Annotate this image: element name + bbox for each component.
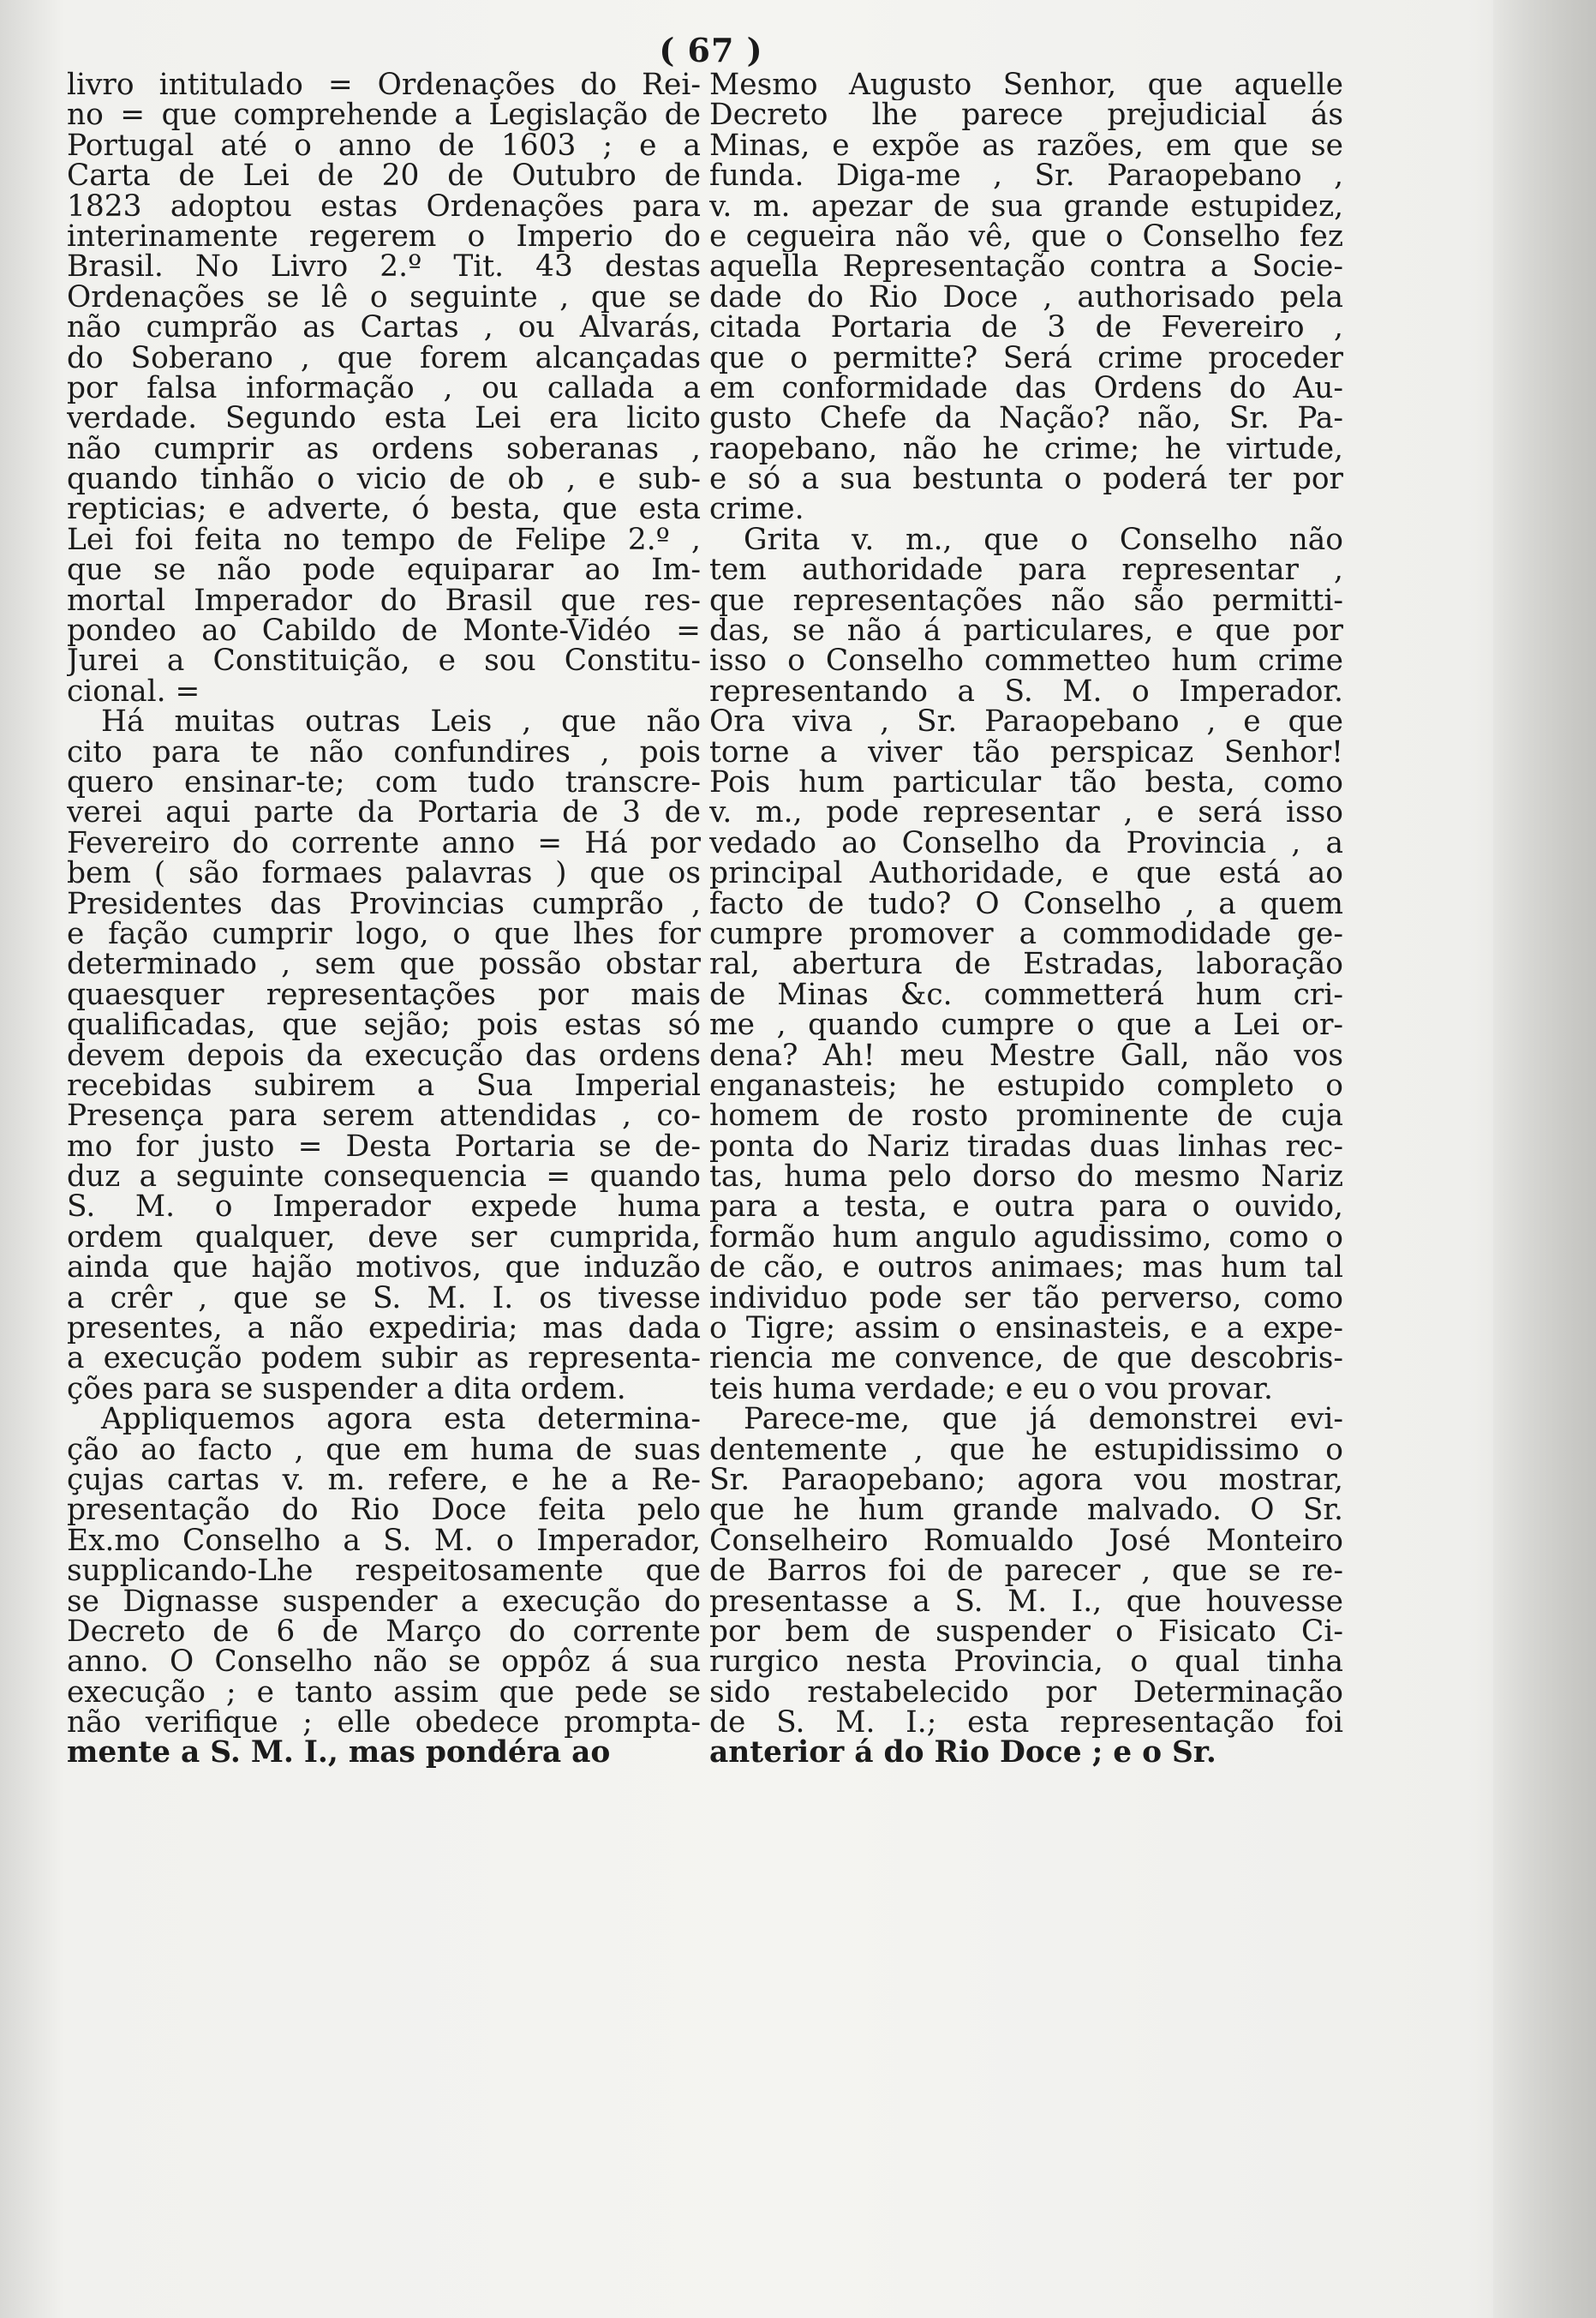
text-line: Conselheiro Romualdo José Monteiro <box>709 1525 1343 1557</box>
text-line: em conformidade das Ordens do Au- <box>709 373 1343 404</box>
text-line: Mesmo Augusto Senhor, que aquelle <box>709 70 1343 101</box>
text-line: que he hum grande malvado. O Sr. <box>709 1495 1343 1526</box>
text-line: Brasil. No Livro 2.º Tit. 43 destas <box>67 252 701 283</box>
text-line: não cumprão as Cartas , ou Alvarás, <box>67 313 701 344</box>
text-line: Pois hum particular tão besta, como <box>709 767 1343 799</box>
text-line: de Barros foi de parecer , que se re- <box>709 1556 1343 1587</box>
text-line: crime. <box>709 494 804 525</box>
text-line: Minas, e expõe as razões, em que se <box>709 130 1343 162</box>
text-line: Há muitas outras Leis , que não <box>101 707 701 738</box>
text-line: supplicando-Lhe respeitosamente que <box>67 1556 701 1587</box>
text-line: individuo pode ser tão perverso, como <box>709 1283 1343 1315</box>
text-line: quaesquer representações por mais <box>67 979 701 1011</box>
text-line: anterior á do Rio Doce ; e o Sr. <box>709 1738 1216 1769</box>
text-line: Lei foi feita no tempo de Felipe 2.º , <box>67 524 701 556</box>
text-line: mortal Imperador do Brasil que res- <box>67 585 701 617</box>
text-line: anno. O Conselho não se oppôz á sua <box>67 1647 701 1678</box>
text-line: 1823 adoptou estas Ordenações para <box>67 191 701 222</box>
text-line: ções para se suspender a dita ordem. <box>67 1374 626 1405</box>
text-line: torne a viver tão perspicaz Senhor! <box>709 737 1343 768</box>
text-line: de Minas &c. commetterá hum cri- <box>709 979 1343 1011</box>
text-line: çujas cartas v. m. refere, e he a Re- <box>67 1464 701 1496</box>
text-line: S. M. o Imperador expede huma <box>67 1192 701 1223</box>
text-line: se Dignasse suspender a execução do <box>67 1586 701 1617</box>
text-line: Ora viva , Sr. Paraopebano , e que <box>709 707 1343 738</box>
text-line: riencia me convence, de que descobris- <box>709 1344 1343 1375</box>
text-line: v. m., pode representar , e será isso <box>709 798 1343 829</box>
text-line: v. m. apezar de sua grande estupidez, <box>709 191 1343 222</box>
text-line: vedado ao Conselho da Provincia , a <box>709 828 1343 860</box>
text-line: a crêr , que se S. M. I. os tivesse <box>67 1283 701 1315</box>
text-line: ainda que hajão motivos, que induzão <box>67 1253 701 1284</box>
text-line: do Soberano , que forem alcançadas <box>67 343 701 374</box>
text-line: representando a S. M. o Imperador. <box>709 676 1343 708</box>
text-line: de S. M. I.; esta representação foi <box>709 1708 1343 1739</box>
text-line: cito para te não confundires , pois <box>67 737 701 768</box>
text-line: que representações não são permitti- <box>709 585 1343 617</box>
text-line: interinamente regerem o Imperio do <box>67 221 701 253</box>
text-line: citada Portaria de 3 de Fevereiro , <box>709 313 1343 344</box>
text-line: execução ; e tanto assim que pede se <box>67 1677 701 1709</box>
text-line: Jurei a Constituição, e sou Constitu- <box>67 646 701 677</box>
text-line: ponta do Nariz tiradas duas linhas rec- <box>709 1131 1343 1163</box>
text-line: quero ensinar-te; com tudo transcre- <box>67 767 701 799</box>
text-line: no = que comprehende a Legislação de <box>67 100 701 131</box>
text-line: para a testa, e outra para o ouvido, <box>709 1192 1343 1223</box>
text-line: das, se não á particulares, e que por <box>709 616 1343 647</box>
text-line: dade do Rio Doce , authorisado pela <box>709 282 1343 314</box>
text-line: Carta de Lei de 20 de Outubro de <box>67 161 701 192</box>
text-line: dena? Ah! meu Mestre Gall, não vos <box>709 1040 1343 1071</box>
text-line: repticias; e adverte, ó besta, que esta <box>67 494 701 525</box>
text-line: de cão, e outros animaes; mas hum tal <box>709 1253 1343 1284</box>
text-line: devem depois da execução das ordens <box>67 1040 701 1071</box>
text-line: isso o Conselho commetteo hum crime <box>709 646 1343 677</box>
text-line: ordem qualquer, deve ser cumprida, <box>67 1222 701 1254</box>
text-line: gusto Chefe da Nação? não, Sr. Pa- <box>709 404 1343 434</box>
text-line: recebidas subirem a Sua Imperial <box>67 1070 701 1102</box>
text-line: Portugal até o anno de 1603 ; e a <box>67 130 701 162</box>
text-line: que se não pode equiparar ao Im- <box>67 555 701 586</box>
bleed-through-text <box>1362 0 1576 2318</box>
text-line: Presidentes das Provincias cumprão , <box>67 889 701 919</box>
text-line: aquella Representação contra a Socie- <box>709 252 1343 283</box>
text-line: determinado , sem que possão obstar <box>67 949 701 980</box>
text-line: enganasteis; he estupido completo o <box>709 1070 1343 1102</box>
text-line: funda. Diga-me , Sr. Paraopebano , <box>709 161 1343 192</box>
text-line: tas, huma pelo dorso do mesmo Nariz <box>709 1162 1343 1193</box>
text-line: Presença para serem attendidas , co- <box>67 1101 701 1132</box>
text-line: o Tigre; assim o ensinasteis, e a expe- <box>709 1314 1343 1345</box>
text-line: mo for justo = Desta Portaria se de- <box>67 1131 701 1163</box>
text-line: Decreto de 6 de Março do corrente <box>67 1616 701 1648</box>
text-line: e fação cumprir logo, o que lhes for <box>67 919 701 950</box>
left-column <box>67 70 701 1769</box>
text-line: por falsa informação , ou callada a <box>67 373 701 404</box>
text-line: presentes, a não expediria; mas dada <box>67 1314 701 1345</box>
text-line: por bem de suspender o Fisicato Ci- <box>709 1616 1343 1648</box>
text-line: pondeo ao Cabildo de Monte-Vidéo = <box>67 616 701 647</box>
text-line: me , quando cumpre o que a Lei or- <box>709 1010 1343 1041</box>
text-line: Decreto lhe parece prejudicial ás <box>709 100 1343 131</box>
text-line: Ex.mo Conselho a S. M. o Imperador, <box>67 1525 701 1557</box>
text-line: qualificadas, que sejão; pois estas só <box>67 1010 701 1041</box>
text-line: Parece-me, que já demonstrei evi- <box>744 1405 1343 1435</box>
text-line: Fevereiro do corrente anno = Há por <box>67 828 701 860</box>
text-line: que o permitte? Será crime proceder <box>709 343 1343 374</box>
right-column <box>709 70 1343 1769</box>
text-line: Grita v. m., que o Conselho não <box>744 524 1343 556</box>
text-line: verei aqui parte da Portaria de 3 de <box>67 798 701 829</box>
text-line: quando tinhão o vicio de ob , e sub- <box>67 464 701 495</box>
text-line: não cumprir as ordens soberanas , <box>67 434 701 465</box>
text-line: verdade. Segundo esta Lei era licito <box>67 404 701 434</box>
text-line: presentasse a S. M. I., que houvesse <box>709 1586 1343 1617</box>
text-line: Appliquemos agora esta determina- <box>101 1405 701 1435</box>
text-line: dentemente , que he estupidissimo o <box>709 1435 1343 1465</box>
text-line: principal Authoridade, e que está ao <box>709 859 1343 889</box>
text-line: ral, abertura de Estradas, laboração <box>709 949 1343 980</box>
text-line: presentação do Rio Doce feita pelo <box>67 1495 701 1526</box>
text-line: cumpre promover a commodidade ge- <box>709 919 1343 950</box>
text-line: formão hum angulo agudissimo, como o <box>709 1222 1343 1254</box>
text-line: tem authoridade para representar , <box>709 555 1343 586</box>
text-line: facto de tudo? O Conselho , a quem <box>709 889 1343 919</box>
text-line: não verifique ; elle obedece prompta- <box>67 1708 701 1739</box>
text-line: bem ( são formaes palavras ) que os <box>67 859 701 889</box>
text-line: raopebano, não he crime; he virtude, <box>709 434 1343 465</box>
page-number: ( 67 ) <box>659 31 763 69</box>
text-line: sido restabelecido por Determinação <box>709 1677 1343 1709</box>
text-line: ção ao facto , que em huma de suas <box>67 1435 701 1465</box>
text-line: teis huma verdade; e eu o vou provar. <box>709 1374 1273 1405</box>
text-line: a execução podem subir as representa- <box>67 1344 701 1375</box>
text-line: e cegueira não vê, que o Conselho fez <box>709 221 1343 253</box>
text-line: e só a sua bestunta o poderá ter por <box>709 464 1343 495</box>
text-line: homem de rosto prominente de cuja <box>709 1101 1343 1132</box>
text-line: mente a S. M. I., mas pondéra ao <box>67 1738 611 1769</box>
text-line: Ordenações se lê o seguinte , que se <box>67 282 701 314</box>
text-line: rurgico nesta Provincia, o qual tinha <box>709 1647 1343 1678</box>
text-line: Sr. Paraopebano; agora vou mostrar, <box>709 1464 1343 1496</box>
text-line: cional. = <box>67 676 200 708</box>
text-line: livro intitulado = Ordenações do Rei- <box>67 70 701 101</box>
text-line: duz a seguinte consequencia = quando <box>67 1162 701 1193</box>
